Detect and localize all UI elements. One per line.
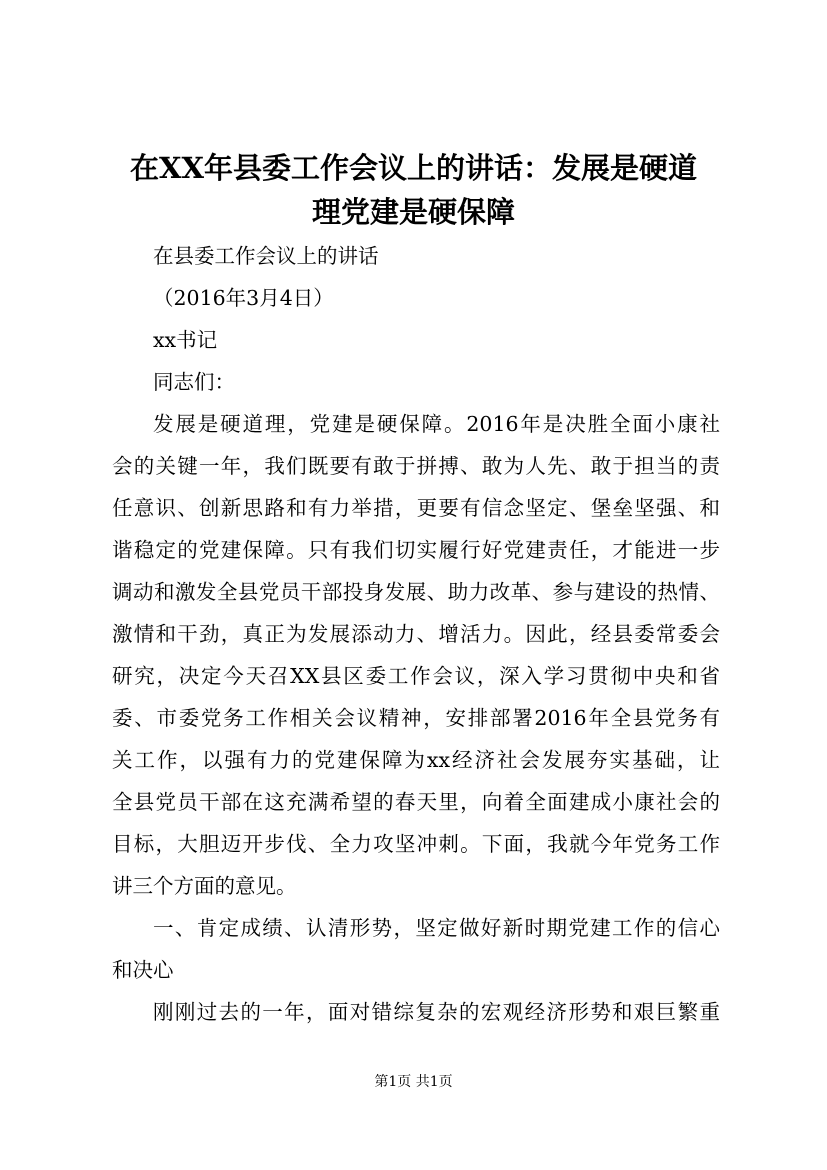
body-line: 调动和激发全县党员干部投身发展、助力改革、参与建设的热情、	[112, 580, 720, 604]
salutation: 同志们：	[153, 370, 235, 394]
body-line: 任意识、创新思路和有力举措，更要有信念坚定、堡垒坚强、和	[112, 496, 720, 520]
document-title	[90, 146, 737, 234]
body-line: 会的关键一年，我们既要有敢于拼搏、敢为人先、敢于担当的责	[112, 454, 720, 478]
body-line: 刚刚过去的一年，面对错综复杂的宏观经济形势和艰巨繁重	[153, 1000, 720, 1024]
body-line: 目标，大胆迈开步伐、全力攻坚冲刺。下面，我就今年党务工作	[112, 832, 720, 856]
body-line: 全县党员干部在这充满希望的春天里，向着全面建成小康社会的	[112, 790, 720, 814]
page-footer: 第1页 共1页	[374, 1074, 453, 1090]
section-heading-line-2: 和决心	[112, 958, 174, 982]
body-line: 激情和干劲，真正为发展添动力、增活力。因此，经县委常委会	[112, 622, 720, 646]
body-line: 发展是硬道理，党建是硬保障。2016年是决胜全面小康社	[153, 412, 720, 436]
body-line: 关工作，以强有力的党建保障为xx经济社会发展夯实基础，让	[112, 748, 720, 772]
title-line-2: 理党建是硬保障	[311, 195, 515, 229]
speaker-name: xx书记	[153, 328, 218, 352]
body-line: 研究，决定今天召XX县区委工作会议，深入学习贯彻中央和省	[112, 664, 720, 688]
section-heading-line-1: 一、肯定成绩、认清形势，坚定做好新时期党建工作的信心	[153, 916, 720, 940]
speech-subtitle: 在县委工作会议上的讲话	[153, 244, 379, 268]
body-line: 谐稳定的党建保障。只有我们切实履行好党建责任，才能进一步	[112, 538, 720, 562]
title-line-1: 在XX年县委工作会议上的讲话：发展是硬道	[129, 151, 697, 185]
body-line: 委、市委党务工作相关会议精神，安排部署2016年全县党务有	[112, 706, 720, 730]
speech-date: （2016年3月4日）	[153, 286, 334, 310]
body-line: 讲三个方面的意见。	[112, 874, 297, 898]
